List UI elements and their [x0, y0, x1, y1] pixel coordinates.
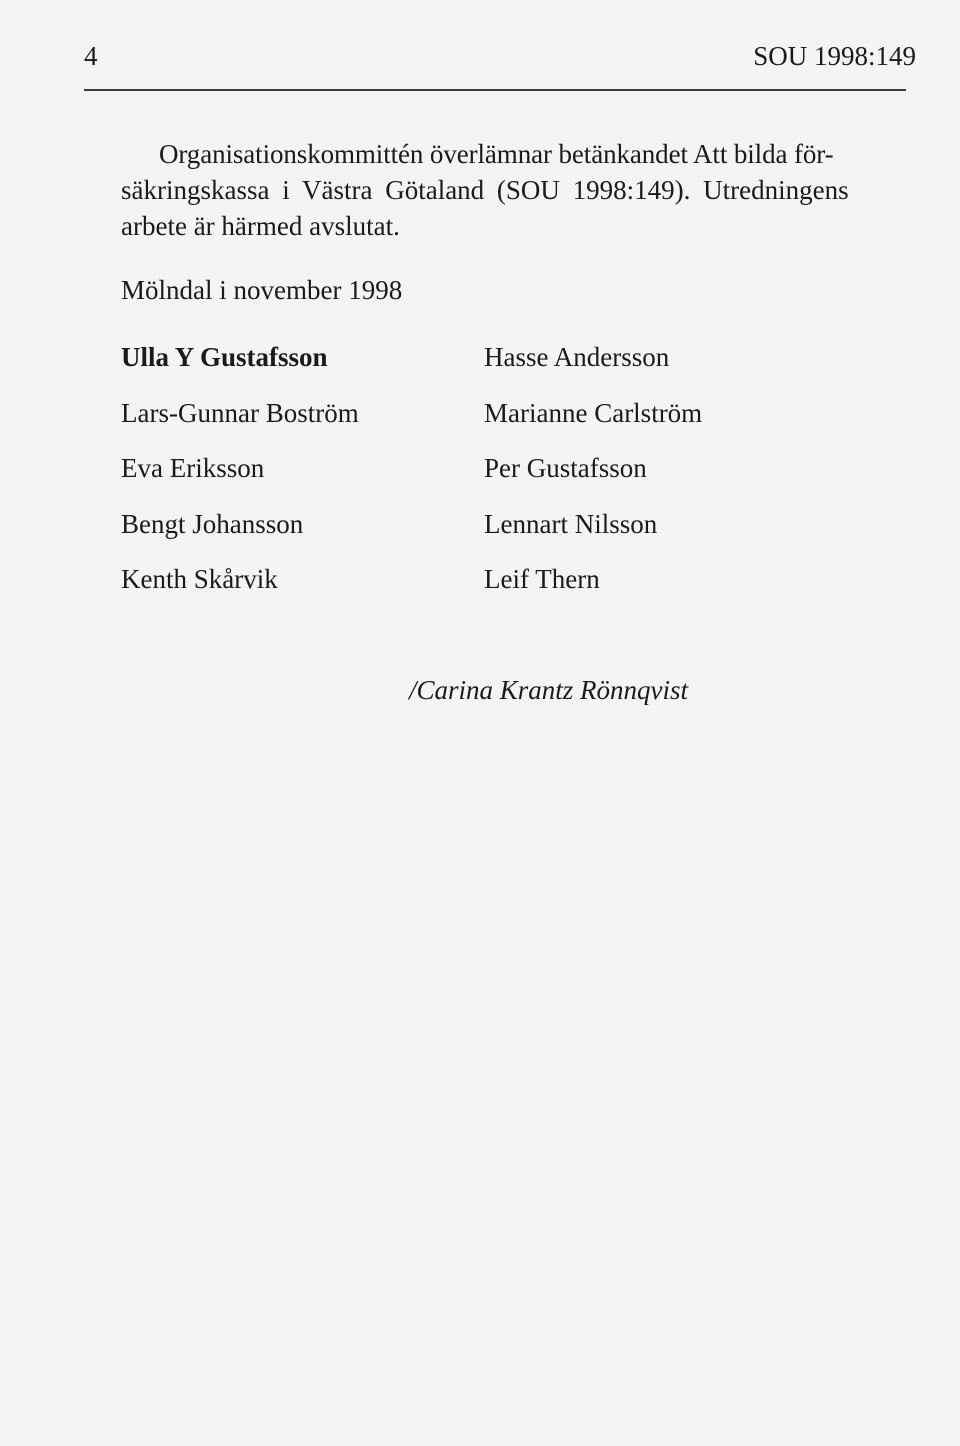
place-date: Mölndal i november 1998 — [121, 275, 403, 305]
signatory: Leif Thern — [484, 564, 600, 594]
signatory: Marianne Carlström — [484, 397, 703, 428]
signatory-chair: Ulla Y Gustafsson — [121, 342, 328, 372]
intro-line: arbete är härmed avslutat. — [121, 211, 400, 241]
signatories-left-column — [121, 341, 359, 619]
page-number: 4 — [84, 41, 98, 71]
intro-line: säkringskassa i Västra Götaland (SOU 1998:149). Utredningens — [121, 175, 849, 205]
signatories-right-column — [484, 341, 702, 619]
intro-line: Organisationskommittén överlämnar betänkandet Att bilda för- — [159, 139, 834, 169]
running-head: SOU 1998:149 — [753, 41, 916, 71]
signatory: Eva Eriksson — [121, 453, 265, 483]
signatory: Lennart Nilsson — [484, 508, 658, 539]
signatory: Lars-Gunnar Boström — [121, 397, 359, 428]
secretary-signature: /Carina Krantz Rönnqvist — [409, 675, 689, 705]
signatory: Per Gustafsson — [484, 453, 647, 483]
signatory: Kenth Skårvik — [121, 564, 278, 594]
intro-paragraph — [121, 136, 881, 244]
signatory: Hasse Andersson — [484, 342, 670, 372]
header-rule — [84, 89, 906, 91]
signatory: Bengt Johansson — [121, 508, 304, 539]
